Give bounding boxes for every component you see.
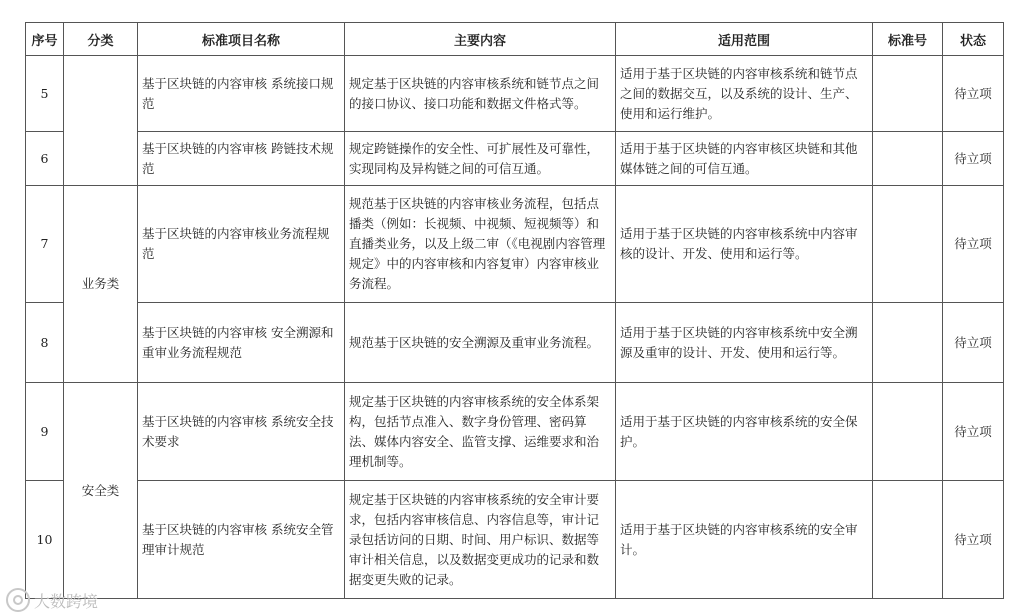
row-name: 基于区块链的内容审核业务流程规范: [138, 186, 345, 303]
table-row: [26, 383, 1004, 481]
row-status: 待立项: [943, 383, 1004, 481]
table-row: [26, 132, 1004, 186]
header-no: 序号: [26, 23, 64, 56]
standards-document: [25, 22, 1004, 599]
row-content: 规定基于区块链的内容审核系统的安全体系架构，包括节点准入、数字身份管理、密码算法、媒体内容安全、监管支撑、运维要求和治理机制等。: [345, 383, 616, 481]
row-scope: 适用于基于区块链的内容审核系统中内容审核的设计、开发、使用和运行等。: [616, 186, 873, 303]
header-content: 主要内容: [345, 23, 616, 56]
row-content: 规范基于区块链的安全溯源及重审业务流程。: [345, 303, 616, 383]
row-content: 规定基于区块链的内容审核系统的安全审计要求，包括内容审核信息、内容信息等，审计记录包括访问的日期、时间、用户标识、数据等审计相关信息，以及数据变更成功的记录和数据变更失败的记录。: [345, 481, 616, 599]
row-content: 规范基于区块链的内容审核业务流程，包括点播类（例如：长视频、中视频、短视频等）和直播类业务，以及上级二审（《电视剧内容管理规定》中的内容审核和内容复审）内容审核业务流程。: [345, 186, 616, 303]
row-name: 基于区块链的内容审核 跨链技术规范: [138, 132, 345, 186]
row-std-no: [873, 481, 943, 599]
row-scope: 适用于基于区块链的内容审核区块链和其他媒体链之间的可信互通。: [616, 132, 873, 186]
row-no: 6: [26, 132, 64, 186]
header-scope: 适用范围: [616, 23, 873, 56]
header-category: 分类: [64, 23, 138, 56]
table-row: [26, 303, 1004, 383]
row-status: 待立项: [943, 481, 1004, 599]
category-business: 业务类: [64, 186, 138, 383]
header-status: 状态: [943, 23, 1004, 56]
row-std-no: [873, 303, 943, 383]
row-content: 规定跨链操作的安全性、可扩展性及可靠性，实现同构及异构链之间的可信互通。: [345, 132, 616, 186]
header-std-no: 标准号: [873, 23, 943, 56]
row-no: 7: [26, 186, 64, 303]
row-no: 9: [26, 383, 64, 481]
row-std-no: [873, 186, 943, 303]
category-security: 安全类: [64, 383, 138, 599]
row-status: 待立项: [943, 132, 1004, 186]
row-std-no: [873, 56, 943, 132]
table-row: [26, 186, 1004, 303]
table-row: [26, 481, 1004, 599]
row-status: 待立项: [943, 56, 1004, 132]
row-std-no: [873, 383, 943, 481]
logo-circle-icon: [6, 588, 30, 612]
row-content: 规定基于区块链的内容审核系统和链节点之间的接口协议、接口功能和数据文件格式等。: [345, 56, 616, 132]
row-name: 基于区块链的内容审核 系统安全管理审计规范: [138, 481, 345, 599]
row-std-no: [873, 132, 943, 186]
table-row: [26, 56, 1004, 132]
row-name: 基于区块链的内容审核 安全溯源和重审业务流程规范: [138, 303, 345, 383]
standards-table: [25, 22, 1004, 599]
watermark: [6, 588, 98, 612]
row-scope: 适用于基于区块链的内容审核系统的安全保护。: [616, 383, 873, 481]
header-name: 标准项目名称: [138, 23, 345, 56]
header-row: [26, 23, 1004, 56]
watermark-text: 大数跨境: [34, 591, 99, 611]
row-scope: 适用于基于区块链的内容审核系统的安全审计。: [616, 481, 873, 599]
row-status: 待立项: [943, 186, 1004, 303]
category-cell-empty: [64, 56, 138, 186]
row-no: 8: [26, 303, 64, 383]
row-status: 待立项: [943, 303, 1004, 383]
row-name: 基于区块链的内容审核 系统安全技术要求: [138, 383, 345, 481]
row-no: 10: [26, 481, 64, 599]
row-no: 5: [26, 56, 64, 132]
row-scope: 适用于基于区块链的内容审核系统中安全溯源及重审的设计、开发、使用和运行等。: [616, 303, 873, 383]
row-scope: 适用于基于区块链的内容审核系统和链节点之间的数据交互，以及系统的设计、生产、使用和运行维护。: [616, 56, 873, 132]
row-name: 基于区块链的内容审核 系统接口规范: [138, 56, 345, 132]
